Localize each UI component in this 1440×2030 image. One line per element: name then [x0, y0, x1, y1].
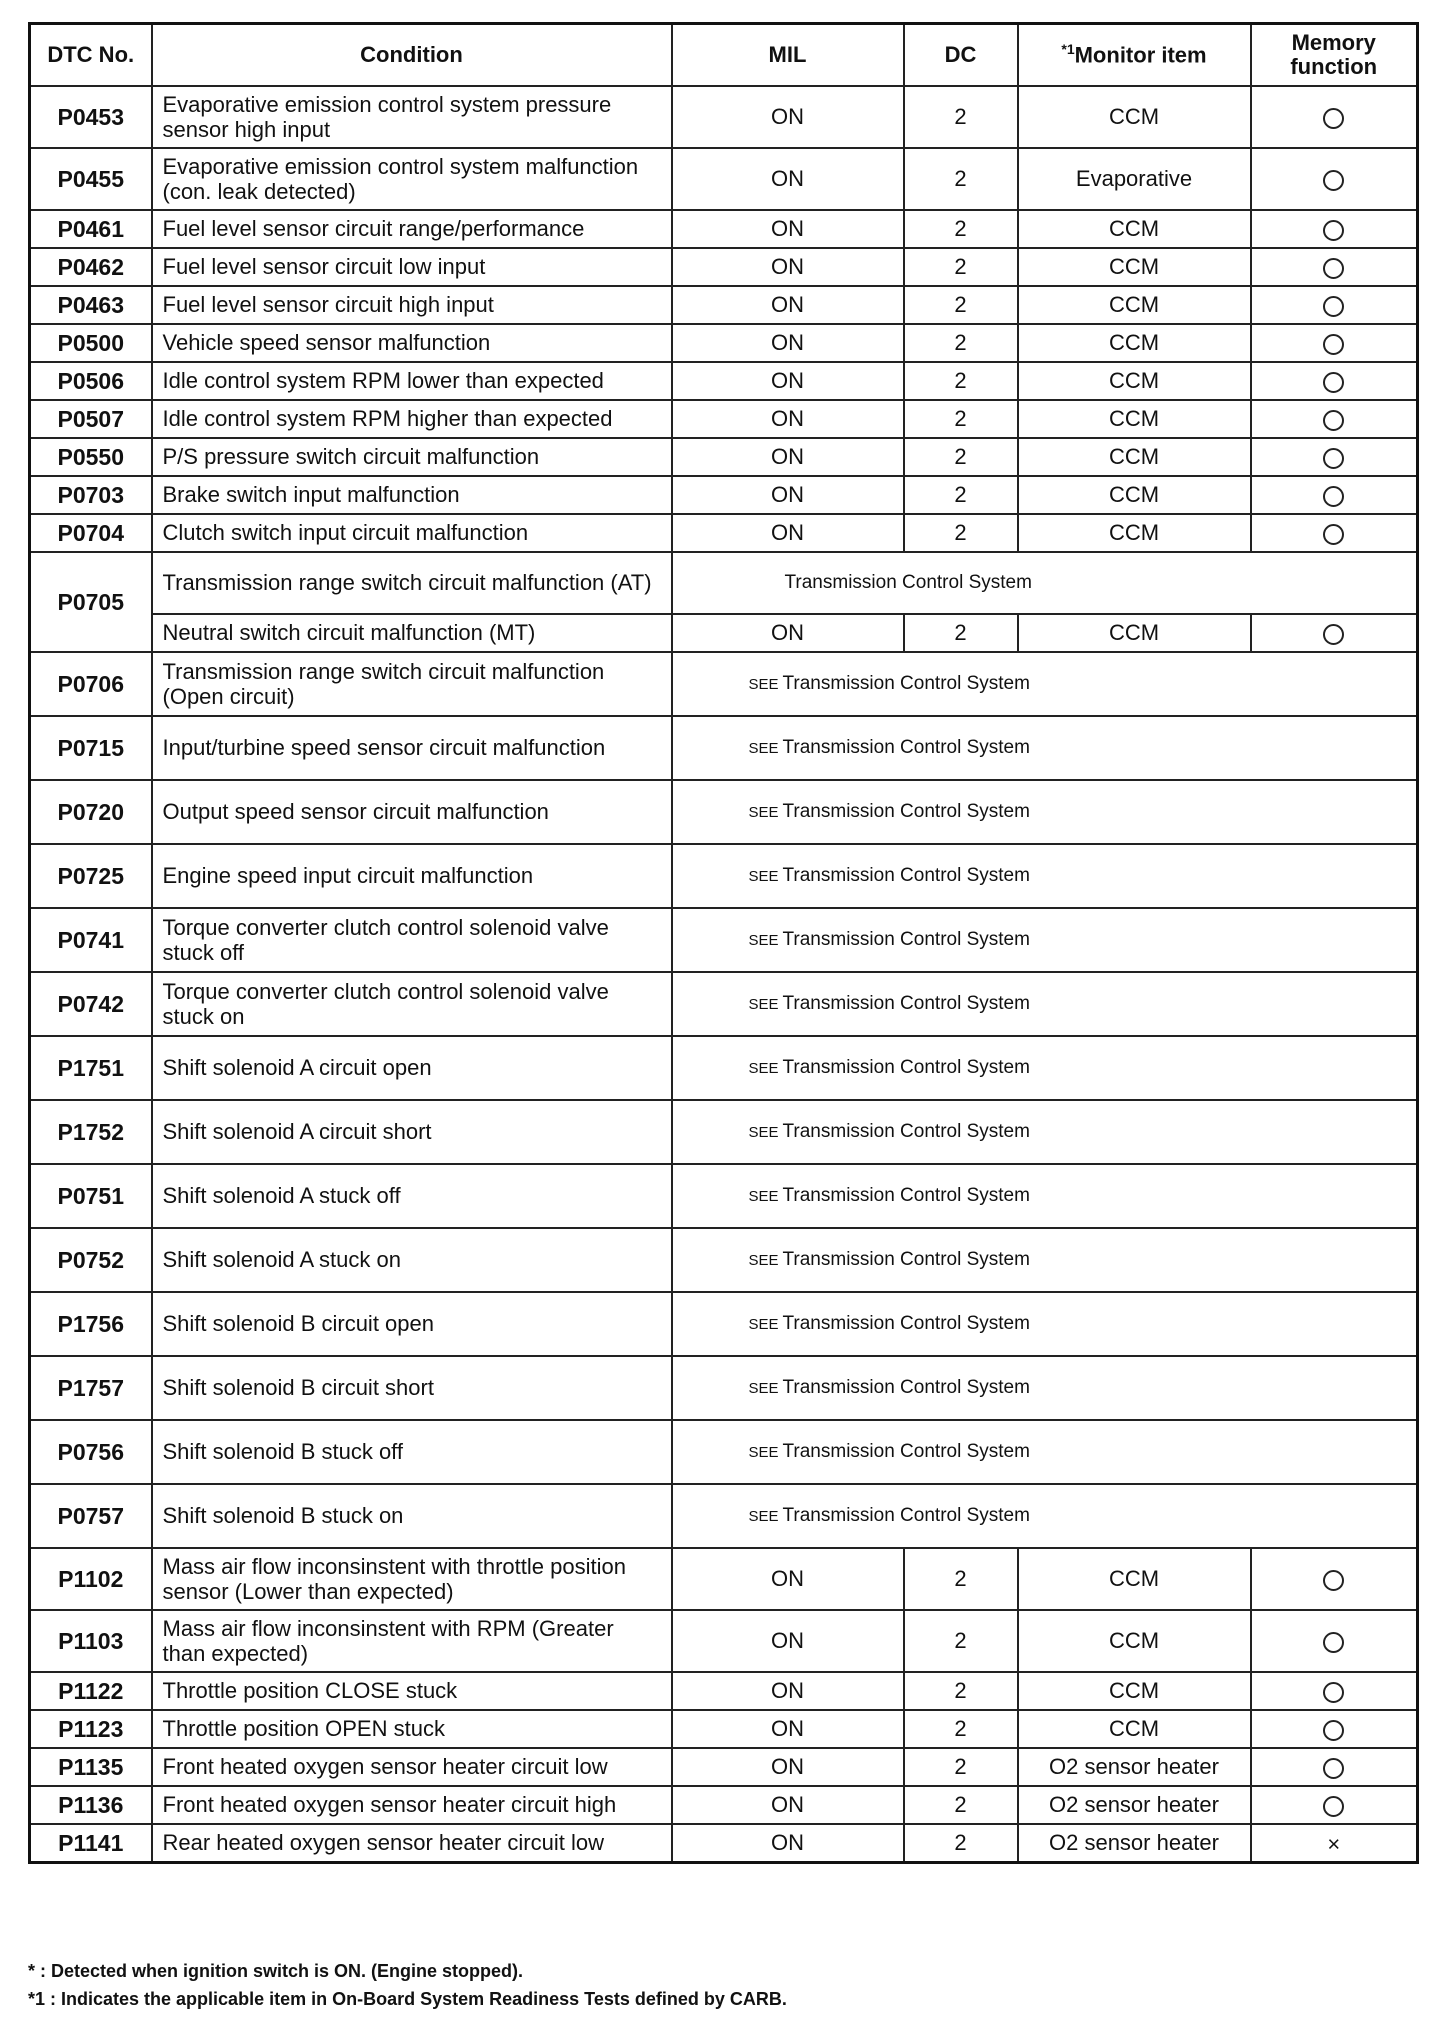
dtc-code: P1757 [30, 1356, 152, 1420]
table-row [30, 652, 1418, 716]
condition-text: Idle control system RPM higher than expected [152, 400, 672, 438]
memory-function-value [1251, 1672, 1418, 1710]
see-target: Transmission Control System [782, 1249, 1030, 1271]
circle-mark-icon [1323, 1682, 1344, 1703]
dtc-sheet [28, 22, 1416, 1864]
condition-text: Front heated oxygen sensor heater circuit high [152, 1786, 672, 1824]
condition-text: Transmission range switch circuit malfunction (Open circuit) [152, 652, 672, 716]
see-reference [672, 1036, 1418, 1100]
condition-text: Shift solenoid A circuit open [152, 1036, 672, 1100]
condition-text: Mass air flow inconsinstent with throttle position sensor (Lower than expected) [152, 1548, 672, 1610]
table-row-p0705-mt [30, 614, 1418, 652]
circle-mark-icon [1323, 410, 1344, 431]
table-row-p0705-at [30, 552, 1418, 614]
condition-text: Idle control system RPM lower than expected [152, 362, 672, 400]
mil-value: ON [672, 1672, 904, 1710]
table-body-top [30, 86, 1418, 552]
dc-value: 2 [904, 1548, 1018, 1610]
table-row [30, 438, 1418, 476]
circle-mark-icon [1323, 170, 1344, 191]
see-target: Transmission Control System [782, 1505, 1030, 1527]
dc-value: 2 [904, 1824, 1018, 1863]
see-prefix: SEE [748, 996, 779, 1014]
mil-value: ON [672, 1610, 904, 1672]
circle-mark-icon [1323, 108, 1344, 129]
condition-text: Shift solenoid B stuck off [152, 1420, 672, 1484]
see-target: Transmission Control System [782, 1313, 1030, 1335]
see-target: Transmission Control System [782, 737, 1030, 759]
circle-mark-icon [1323, 220, 1344, 241]
dtc-code: P0507 [30, 400, 152, 438]
table-header-row [30, 24, 1418, 87]
dtc-code: P1756 [30, 1292, 152, 1356]
dc-value: 2 [904, 1748, 1018, 1786]
see-target: Transmission Control System [782, 1377, 1030, 1399]
dc-value: 2 [904, 400, 1018, 438]
table-row [30, 1610, 1418, 1672]
table-row [30, 1824, 1418, 1863]
memory-function-value [1251, 1824, 1418, 1863]
circle-mark-icon [1323, 258, 1344, 279]
dtc-code: P0455 [30, 148, 152, 210]
dtc-code: P0720 [30, 780, 152, 844]
mil-value: ON [672, 1786, 904, 1824]
table-row [30, 210, 1418, 248]
condition-text: Vehicle speed sensor malfunction [152, 324, 672, 362]
see-reference [672, 1164, 1418, 1228]
mil-value: ON [672, 362, 904, 400]
dtc-code: P0725 [30, 844, 152, 908]
dc-value: 2 [904, 614, 1018, 652]
table-row [30, 1356, 1418, 1420]
table-row [30, 1484, 1418, 1548]
see-reference [672, 1228, 1418, 1292]
see-prefix: SEE [748, 804, 779, 822]
monitor-item-value: CCM [1018, 86, 1251, 148]
condition-text: Torque converter clutch control solenoid valve stuck off [152, 908, 672, 972]
table-row [30, 1228, 1418, 1292]
see-reference [672, 1356, 1418, 1420]
see-prefix: SEE [748, 1060, 779, 1078]
dtc-table [28, 22, 1419, 1864]
condition-text: Engine speed input circuit malfunction [152, 844, 672, 908]
dtc-code: P1136 [30, 1786, 152, 1824]
circle-mark-icon [1323, 486, 1344, 507]
table-row [30, 1420, 1418, 1484]
see-prefix: SEE [748, 1252, 779, 1270]
mil-value: ON [672, 438, 904, 476]
dtc-code: P0715 [30, 716, 152, 780]
condition-text: Brake switch input malfunction [152, 476, 672, 514]
dtc-code: P0500 [30, 324, 152, 362]
footnote-1: * : Detected when ignition switch is ON. (Engine stopped). [28, 1961, 524, 1981]
condition-text: Fuel level sensor circuit range/performance [152, 210, 672, 248]
see-prefix: SEE [748, 1124, 779, 1142]
table-row [30, 1036, 1418, 1100]
see-reference [672, 1420, 1418, 1484]
monitor-item-value: Evaporative [1018, 148, 1251, 210]
dtc-code: P0705 [30, 552, 152, 652]
mil-value: ON [672, 210, 904, 248]
table-row [30, 1164, 1418, 1228]
table-row [30, 362, 1418, 400]
table-row [30, 1292, 1418, 1356]
dtc-code: P0756 [30, 1420, 152, 1484]
mil-value: ON [672, 400, 904, 438]
mil-value: ON [672, 1824, 904, 1863]
condition-text: Mass air flow inconsinstent with RPM (Greater than expected) [152, 1610, 672, 1672]
monitor-item-value: CCM [1018, 1610, 1251, 1672]
see-reference [672, 1484, 1418, 1548]
see-prefix: SEE [748, 1188, 779, 1206]
table-body-see-rows [30, 652, 1418, 1548]
see-target: Transmission Control System [782, 929, 1030, 951]
memory-function-value [1251, 86, 1418, 148]
memory-function-value [1251, 514, 1418, 552]
monitor-item-value: CCM [1018, 324, 1251, 362]
monitor-item-value: CCM [1018, 248, 1251, 286]
memory-function-value [1251, 286, 1418, 324]
monitor-item-value: O2 sensor heater [1018, 1786, 1251, 1824]
mil-value: ON [672, 476, 904, 514]
see-reference [672, 716, 1418, 780]
condition-text: Throttle position CLOSE stuck [152, 1672, 672, 1710]
header-condition: Condition [152, 24, 672, 87]
circle-mark-icon [1323, 1796, 1344, 1817]
dc-value: 2 [904, 1672, 1018, 1710]
monitor-item-value: CCM [1018, 210, 1251, 248]
table-row [30, 400, 1418, 438]
see-reference [672, 780, 1418, 844]
see-reference [672, 972, 1418, 1036]
dtc-code: P0461 [30, 210, 152, 248]
dtc-code: P1751 [30, 1036, 152, 1100]
dtc-code: P0463 [30, 286, 152, 324]
table-row [30, 476, 1418, 514]
header-monitor-label: Monitor item [1074, 42, 1207, 68]
dtc-code: P0453 [30, 86, 152, 148]
see-prefix: SEE [748, 1380, 779, 1398]
table-body-bottom [30, 1548, 1418, 1863]
dc-value: 2 [904, 438, 1018, 476]
memory-function-value [1251, 1610, 1418, 1672]
memory-function-value [1251, 1548, 1418, 1610]
dtc-code: P0751 [30, 1164, 152, 1228]
memory-function-value [1251, 1710, 1418, 1748]
condition-text: Shift solenoid B circuit short [152, 1356, 672, 1420]
condition-text: Evaporative emission control system pressure sensor high input [152, 86, 672, 148]
monitor-item-value: CCM [1018, 400, 1251, 438]
dtc-code: P1135 [30, 1748, 152, 1786]
see-target: Transmission Control System [782, 1121, 1030, 1143]
see-target: Transmission Control System [782, 993, 1030, 1015]
dc-value: 2 [904, 286, 1018, 324]
dtc-code: P0704 [30, 514, 152, 552]
dtc-code: P1752 [30, 1100, 152, 1164]
header-memory-function: Memory function [1251, 24, 1418, 87]
memory-function-value [1251, 1748, 1418, 1786]
memory-function-value [1251, 476, 1418, 514]
see-reference [672, 908, 1418, 972]
circle-mark-icon [1323, 296, 1344, 317]
memory-function-value [1251, 1786, 1418, 1824]
table-row [30, 972, 1418, 1036]
condition-text: Fuel level sensor circuit high input [152, 286, 672, 324]
dtc-code: P0462 [30, 248, 152, 286]
condition-text: Input/turbine speed sensor circuit malfunction [152, 716, 672, 780]
table-row [30, 716, 1418, 780]
mil-value: ON [672, 1710, 904, 1748]
dtc-code: P0752 [30, 1228, 152, 1292]
dc-value: 2 [904, 86, 1018, 148]
dtc-code: P0550 [30, 438, 152, 476]
condition-text: Shift solenoid B stuck on [152, 1484, 672, 1548]
condition-text: Throttle position OPEN stuck [152, 1710, 672, 1748]
header-dc: DC [904, 24, 1018, 87]
condition-text: Fuel level sensor circuit low input [152, 248, 672, 286]
table-row [30, 1786, 1418, 1824]
table-row [30, 286, 1418, 324]
circle-mark-icon [1323, 1632, 1344, 1653]
p0705-group [30, 552, 1418, 652]
table-row [30, 514, 1418, 552]
table-row [30, 1100, 1418, 1164]
monitor-item-value: CCM [1018, 438, 1251, 476]
see-reference [672, 1100, 1418, 1164]
monitor-item-value: CCM [1018, 1672, 1251, 1710]
condition-text: Clutch switch input circuit malfunction [152, 514, 672, 552]
memory-function-value [1251, 362, 1418, 400]
memory-function-value [1251, 614, 1418, 652]
table-row [30, 1548, 1418, 1610]
memory-function-value [1251, 324, 1418, 362]
table-row [30, 148, 1418, 210]
monitor-item-value: CCM [1018, 614, 1251, 652]
dtc-code: P1103 [30, 1610, 152, 1672]
monitor-item-value: CCM [1018, 514, 1251, 552]
see-prefix: SEE [748, 676, 779, 694]
table-row [30, 86, 1418, 148]
dtc-code: P1102 [30, 1548, 152, 1610]
condition-text: Shift solenoid B circuit open [152, 1292, 672, 1356]
circle-mark-icon [1323, 1570, 1344, 1591]
dc-value: 2 [904, 248, 1018, 286]
monitor-item-value: O2 sensor heater [1018, 1824, 1251, 1863]
condition-text: Front heated oxygen sensor heater circuit low [152, 1748, 672, 1786]
memory-function-value [1251, 248, 1418, 286]
dc-value: 2 [904, 324, 1018, 362]
see-target: Transmission Control System [782, 801, 1030, 823]
circle-mark-icon [1323, 1720, 1344, 1741]
monitor-item-value: O2 sensor heater [1018, 1748, 1251, 1786]
header-monitor-footnote: *1 [1061, 41, 1075, 58]
circle-mark-icon [1323, 1758, 1344, 1779]
header-mil: MIL [672, 24, 904, 87]
condition-text: Neutral switch circuit malfunction (MT) [152, 614, 672, 652]
see-reference [672, 844, 1418, 908]
table-row [30, 780, 1418, 844]
see-prefix: SEE [748, 1316, 779, 1334]
condition-text: Evaporative emission control system malfunction (con. leak detected) [152, 148, 672, 210]
mil-value: ON [672, 248, 904, 286]
monitor-item-value: CCM [1018, 1710, 1251, 1748]
circle-mark-icon [1323, 524, 1344, 545]
see-prefix: SEE [748, 1508, 779, 1526]
dtc-code: P0706 [30, 652, 152, 716]
dtc-code: P1122 [30, 1672, 152, 1710]
monitor-item-value: CCM [1018, 1548, 1251, 1610]
table-row [30, 844, 1418, 908]
dtc-code: P1141 [30, 1824, 152, 1863]
table-row [30, 248, 1418, 286]
condition-text: Shift solenoid A stuck off [152, 1164, 672, 1228]
circle-mark-icon [1323, 448, 1344, 469]
condition-text: P/S pressure switch circuit malfunction [152, 438, 672, 476]
memory-function-value [1251, 400, 1418, 438]
circle-mark-icon [1323, 372, 1344, 393]
dtc-code: P0757 [30, 1484, 152, 1548]
see-target: Transmission Control System [782, 1185, 1030, 1207]
mil-value: ON [672, 1748, 904, 1786]
dc-value: 2 [904, 1710, 1018, 1748]
mil-value: ON [672, 148, 904, 210]
table-row [30, 1748, 1418, 1786]
mil-value: ON [672, 614, 904, 652]
condition-text: Torque converter clutch control solenoid valve stuck on [152, 972, 672, 1036]
dc-value: 2 [904, 1610, 1018, 1672]
condition-text: Transmission range switch circuit malfunction (AT) [152, 552, 672, 614]
mil-value: ON [672, 286, 904, 324]
table-row [30, 1672, 1418, 1710]
dc-value: 2 [904, 210, 1018, 248]
condition-text: Rear heated oxygen sensor heater circuit low [152, 1824, 672, 1863]
see-reference: Transmission Control System [672, 552, 1418, 614]
monitor-item-value: CCM [1018, 476, 1251, 514]
memory-function-value [1251, 148, 1418, 210]
see-prefix: SEE [748, 868, 779, 886]
table-row [30, 1710, 1418, 1748]
cross-mark-icon: × [1327, 1831, 1341, 1857]
table-row [30, 324, 1418, 362]
dc-value: 2 [904, 514, 1018, 552]
mil-value: ON [672, 86, 904, 148]
see-prefix: SEE [748, 1444, 779, 1462]
see-prefix: SEE [748, 932, 779, 950]
dc-value: 2 [904, 1786, 1018, 1824]
see-target: Transmission Control System [782, 1441, 1030, 1463]
see-prefix: SEE [748, 740, 779, 758]
dtc-code: P0742 [30, 972, 152, 1036]
condition-text: Shift solenoid A circuit short [152, 1100, 672, 1164]
circle-mark-icon [1323, 334, 1344, 355]
memory-function-value [1251, 438, 1418, 476]
mil-value: ON [672, 514, 904, 552]
memory-function-value [1251, 210, 1418, 248]
table-row [30, 908, 1418, 972]
footnotes [28, 1958, 787, 2014]
condition-text: Shift solenoid A stuck on [152, 1228, 672, 1292]
see-target: Transmission Control System [782, 1057, 1030, 1079]
monitor-item-value: CCM [1018, 362, 1251, 400]
condition-text: Output speed sensor circuit malfunction [152, 780, 672, 844]
header-monitor-item [1018, 24, 1251, 87]
mil-value: ON [672, 1548, 904, 1610]
dc-value: 2 [904, 476, 1018, 514]
see-reference [672, 652, 1418, 716]
dtc-code: P0506 [30, 362, 152, 400]
dc-value: 2 [904, 362, 1018, 400]
dtc-code: P0703 [30, 476, 152, 514]
see-target: Transmission Control System [782, 865, 1030, 887]
see-reference [672, 1292, 1418, 1356]
see-target: Transmission Control System [782, 673, 1030, 695]
dtc-code: P0741 [30, 908, 152, 972]
circle-mark-icon [1323, 624, 1344, 645]
monitor-item-value: CCM [1018, 286, 1251, 324]
dtc-code: P1123 [30, 1710, 152, 1748]
dc-value: 2 [904, 148, 1018, 210]
header-dtc: DTC No. [30, 24, 152, 87]
footnote-2: *1 : Indicates the applicable item in On-Board System Readiness Tests defined by CARB. [28, 1988, 787, 2009]
mil-value: ON [672, 324, 904, 362]
